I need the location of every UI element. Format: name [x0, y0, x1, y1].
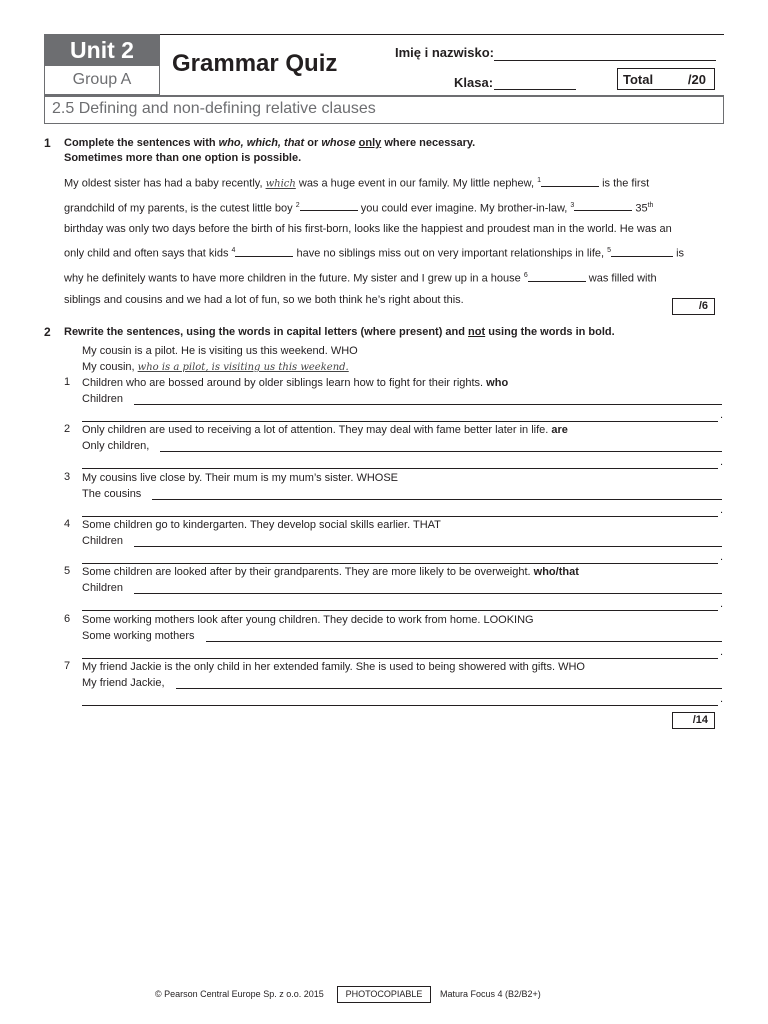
para-line [64, 265, 724, 290]
answer-line[interactable] [206, 641, 722, 642]
group-label: Group A [44, 66, 160, 95]
exercise-1-paragraph [64, 170, 724, 311]
example-answer-line [82, 360, 349, 375]
instruction-only: only [358, 137, 382, 149]
header-top-rule [160, 34, 724, 35]
item-sentence [82, 423, 568, 438]
item-number: 6 [64, 612, 71, 625]
item-sentence [82, 613, 534, 628]
item-number: 5 [64, 565, 71, 578]
answer-period: . [720, 456, 724, 469]
class-field-line[interactable] [494, 89, 576, 90]
answer-line[interactable] [176, 688, 722, 689]
total-label: Total [623, 72, 654, 87]
exercise-2-number: 2 [44, 325, 51, 339]
item-prompt: Only children, [82, 440, 150, 453]
item-prompt: Children [82, 582, 123, 595]
item-sentence [82, 376, 508, 391]
section-title: 2.5 Defining and non-defining relative clauses [52, 100, 376, 117]
total-score: /20 [687, 72, 706, 87]
answer-line[interactable] [152, 499, 722, 500]
item-prompt: The cousins [82, 487, 142, 500]
gap-number: 1 [537, 177, 542, 184]
para-text: 35 [632, 202, 648, 215]
para-text: is the first [599, 177, 650, 190]
item-sentence [82, 471, 398, 486]
example-answer: which [265, 178, 296, 190]
class-label: Klasa: [454, 75, 494, 90]
exercise-2-score: /14 [672, 712, 715, 729]
answer-period: . [720, 598, 724, 611]
answer-period: . [720, 645, 724, 658]
example-prefix: My cousin, [82, 361, 138, 373]
instruction-text: or [304, 137, 322, 149]
item-sentence [82, 518, 441, 533]
item-sentence-text: My friend Jackie is the only child in her extended family. She is used to being showered with gifts. WHO [82, 660, 585, 673]
name-label: Imię i nazwisko: [395, 45, 494, 60]
para-line: siblings and cousins and we had a lot of fun, so we both think he’s right about this. [64, 293, 464, 306]
instruction-text: Rewrite the sentences, using the words in capital letters (where present) and [64, 326, 469, 338]
gap-1[interactable] [541, 175, 599, 187]
item-sentence-text: Some children go to kindergarten. They develop social skills earlier. THAT [82, 518, 441, 531]
item-number: 2 [64, 423, 71, 436]
item-sentence-text: Children who are bossed around by older siblings learn how to fight for their rights. [82, 377, 487, 389]
para-line [64, 170, 724, 195]
instruction-text: where necessary. [381, 137, 476, 149]
answer-line[interactable] [82, 421, 718, 422]
gap-number: 2 [295, 201, 300, 209]
gap-number: 3 [570, 201, 575, 209]
example-sentence: My cousin is a pilot. He is visiting us this weekend. WHO [82, 345, 358, 357]
instruction-text: Complete the sentences with [64, 137, 219, 149]
exercise-1-number: 1 [44, 136, 51, 150]
gap-number: 4 [231, 247, 236, 255]
instruction-text: using the words in bold. [485, 326, 615, 338]
exercise-1-instruction [64, 136, 714, 166]
ordinal-suffix: th [647, 201, 654, 209]
item-prompt: Children [82, 534, 123, 547]
item-prompt: Children [82, 393, 123, 405]
para-text: is [673, 247, 685, 260]
item-number: 4 [64, 517, 71, 530]
answer-line[interactable] [82, 658, 718, 659]
answer-line[interactable] [82, 705, 718, 706]
total-score-box [617, 68, 715, 90]
para-text: was a huge event in our family. My little nephew, [295, 177, 538, 190]
exercise-2-instruction [64, 325, 724, 340]
gap-5[interactable] [611, 245, 673, 257]
para-text: only child and often says that kids [64, 247, 232, 260]
unit-label: Unit 2 [44, 34, 160, 66]
answer-line[interactable] [160, 451, 722, 452]
answer-line[interactable] [134, 546, 722, 547]
gap-number: 5 [607, 247, 612, 255]
instruction-whose: whose [321, 137, 356, 149]
answer-period: . [720, 550, 724, 563]
item-sentence [82, 660, 585, 675]
footer-series: Matura Focus 4 (B2/B2+) [440, 989, 541, 999]
answer-line[interactable] [82, 610, 718, 611]
item-bold-word: who [486, 377, 509, 389]
para-text: why he definitely wants to have more children in the future. My sister and I grew up in a house [64, 272, 524, 285]
answer-line[interactable] [82, 516, 718, 517]
para-line [64, 240, 724, 265]
answer-period: . [720, 409, 724, 421]
item-prompt: My friend Jackie, [82, 676, 165, 689]
para-line: birthday was only two days before the birth of his first-born, looks like the happiest and proudest man in the world. He was an [64, 223, 672, 236]
answer-line[interactable] [82, 468, 718, 469]
answer-period: . [720, 503, 724, 516]
answer-line[interactable] [134, 404, 722, 405]
footer-copyright: © Pearson Central Europe Sp. z o.o. 2015 [155, 989, 324, 999]
item-number: 7 [64, 659, 71, 672]
gap-number: 6 [523, 271, 528, 279]
item-bold-word: who/that [533, 566, 579, 579]
para-line [64, 195, 724, 220]
answer-line[interactable] [134, 593, 722, 594]
gap-3[interactable] [574, 199, 632, 211]
exercise-1-score: /6 [672, 298, 715, 315]
quiz-title: Grammar Quiz [172, 50, 338, 77]
answer-period: . [720, 692, 724, 705]
para-text: grandchild of my parents, is the cutest little boy [64, 202, 296, 215]
gap-2[interactable] [300, 199, 358, 211]
para-text: you could ever imagine. My brother-in-law, [357, 202, 571, 215]
instruction-not: not [468, 326, 486, 338]
para-text: My oldest sister has had a baby recently, [64, 177, 266, 190]
example-answer: who is a pilot, is visiting us this weekend. [137, 362, 349, 373]
footer-photocopiable: PHOTOCOPIABLE [337, 986, 431, 1003]
item-number: 3 [64, 470, 71, 483]
gap-4[interactable] [235, 245, 293, 257]
item-bold-word: are [551, 424, 568, 437]
instruction-line2: Sometimes more than one option is possible. [64, 152, 302, 164]
item-sentence [82, 565, 579, 580]
item-number: 1 [64, 376, 71, 388]
para-text: was filled with [585, 272, 657, 285]
gap-6[interactable] [528, 270, 586, 282]
item-sentence-text: My cousins live close by. Their mum is my mum’s sister. WHOSE [82, 471, 399, 484]
instruction-words: who, which, that [218, 137, 305, 149]
name-field-line[interactable] [494, 60, 716, 61]
item-sentence-text: Some working mothers look after young children. They decide to work from home. LOOKING [82, 613, 534, 626]
para-text: have no siblings miss out on very important relationships in life, [293, 247, 608, 260]
item-prompt: Some working mothers [82, 629, 195, 642]
item-sentence-text: Some children are looked after by their grandparents. They are more likely to be overweight. [82, 566, 534, 579]
answer-line[interactable] [82, 563, 718, 564]
item-sentence-text: Only children are used to receiving a lot of attention. They may deal with fame better later in life. [82, 424, 552, 437]
